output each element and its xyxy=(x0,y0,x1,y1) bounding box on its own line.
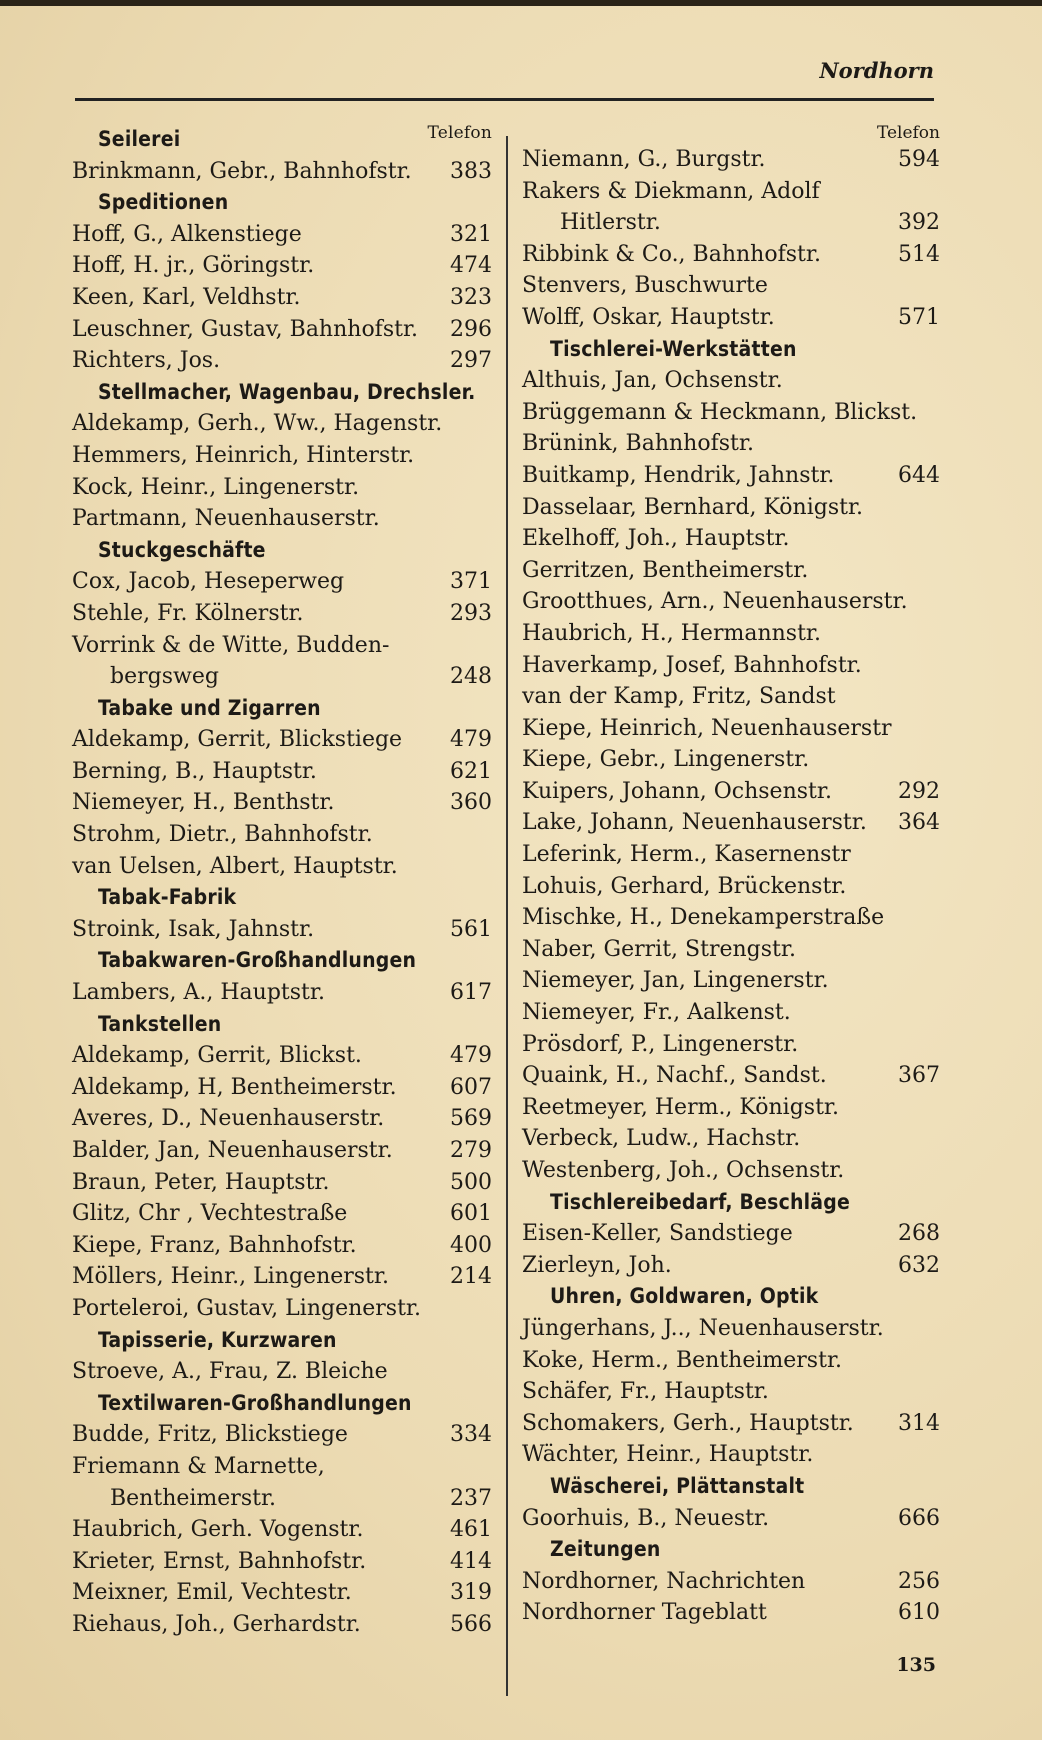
entry-name: Riehaus, Joh., Gerhardstr. xyxy=(72,1611,361,1637)
phone-number: 607 xyxy=(450,1074,492,1100)
directory-entry xyxy=(522,365,940,397)
entry-name: Möllers, Heinr., Lingenerstr. xyxy=(72,1264,389,1290)
section-title: Tabake und Zigarren xyxy=(98,695,321,720)
entry-name: Aldekamp, Gerh., Ww., Hagenstr. xyxy=(72,411,443,437)
phone-number: 314 xyxy=(898,1410,940,1436)
entry-name: Ekelhoff, Joh., Hauptstr. xyxy=(522,526,790,552)
phone-number: 569 xyxy=(450,1106,492,1132)
directory-entry xyxy=(522,144,940,176)
directory-entry xyxy=(522,1250,940,1282)
directory-entry xyxy=(72,156,492,188)
entry-name: Krieter, Ernst, Bahnhofstr. xyxy=(72,1548,367,1574)
entry-name: Aldekamp, H, Bentheimerstr. xyxy=(72,1074,397,1100)
directory-entry xyxy=(72,250,492,282)
entry-name: Wolff, Oskar, Hauptstr. xyxy=(522,304,775,330)
entry-name: Aldekamp, Gerrit, Blickst. xyxy=(72,1043,362,1069)
phone-number: 566 xyxy=(450,1611,492,1637)
entry-name: Buitkamp, Hendrik, Jahnstr. xyxy=(522,462,835,488)
directory-entry xyxy=(72,598,492,630)
entry-name: Partmann, Neuenhauserstr. xyxy=(72,506,380,532)
entry-name: Prösdorf, P., Lingenerstr. xyxy=(522,1031,799,1057)
phone-number: 268 xyxy=(898,1221,940,1247)
entry-name: Haverkamp, Josef, Bahnhofstr. xyxy=(522,652,862,678)
entry-name: Braun, Peter, Hauptstr. xyxy=(72,1169,330,1195)
directory-entry xyxy=(522,618,940,650)
directory-entry xyxy=(72,1040,492,1072)
entry-name: Niemeyer, Fr., Aalkenst. xyxy=(522,1000,791,1026)
phone-number: 237 xyxy=(450,1485,492,1511)
directory-entry xyxy=(72,1103,492,1135)
directory-entry xyxy=(522,302,940,334)
section-title: Tabakwaren-Großhandlungen xyxy=(98,948,417,973)
section-heading xyxy=(72,187,492,219)
entry-name: Glitz, Chr , Vechtestraße xyxy=(72,1201,348,1227)
directory-entry xyxy=(522,934,940,966)
phone-number: 279 xyxy=(450,1138,492,1163)
directory-entry xyxy=(72,1135,492,1167)
directory-entry xyxy=(72,408,492,440)
directory-entry xyxy=(522,965,940,997)
entry-name: Schomakers, Gerh., Hauptstr. xyxy=(522,1410,854,1436)
entry-name: Koke, Herm., Bentheimerstr. xyxy=(522,1347,843,1373)
entry-name: Gerritzen, Bentheimerstr. xyxy=(522,557,809,583)
directory-entry xyxy=(522,1597,940,1629)
entry-name: Brüggemann & Heckmann, Blickst. xyxy=(522,399,918,425)
directory-entry xyxy=(522,1155,940,1187)
phone-number: 364 xyxy=(898,810,940,836)
phone-number: 610 xyxy=(898,1600,940,1626)
directory-entry xyxy=(522,397,940,429)
directory-entry xyxy=(522,1503,940,1535)
phone-number: 392 xyxy=(898,210,940,236)
section-title: Tischlereibedarf, Beschläge xyxy=(550,1189,850,1214)
entry-name: Quaink, H., Nachf., Sandst. xyxy=(522,1063,827,1089)
directory-entry xyxy=(72,1356,492,1388)
directory-entry xyxy=(72,1546,492,1578)
directory-entry xyxy=(522,1123,940,1155)
directory-entry xyxy=(72,819,492,851)
section-heading xyxy=(72,535,492,567)
entry-name: Reetmeyer, Herm., Königstr. xyxy=(522,1094,840,1120)
phone-number: 666 xyxy=(898,1505,940,1531)
column-divider xyxy=(506,136,508,1696)
directory-entry xyxy=(522,270,940,302)
directory-entry xyxy=(72,1483,492,1515)
entry-name: Haubrich, H., Hermannstr. xyxy=(522,620,822,646)
phone-number: 360 xyxy=(450,790,492,816)
telefon-header: Telefon xyxy=(427,123,492,143)
phone-number: 371 xyxy=(450,569,492,595)
phone-number: 500 xyxy=(450,1169,492,1195)
directory-entry xyxy=(522,1566,940,1598)
directory-entry xyxy=(72,345,492,377)
section-heading xyxy=(72,1388,492,1420)
directory-page xyxy=(0,6,1042,1740)
directory-entry xyxy=(72,1419,492,1451)
phone-number: 561 xyxy=(450,916,492,942)
entry-name: Haubrich, Gerh. Vogenstr. xyxy=(72,1517,364,1543)
phone-number: 334 xyxy=(450,1422,492,1448)
section-heading xyxy=(522,1187,940,1219)
entry-name: Schäfer, Fr., Hauptstr. xyxy=(522,1379,769,1405)
directory-entry xyxy=(72,756,492,788)
entry-name: Hoff, H. jr., Göringstr. xyxy=(72,253,315,279)
section-title: Textilwaren-Großhandlungen xyxy=(98,1390,412,1415)
directory-entry xyxy=(522,1376,940,1408)
phone-number: 479 xyxy=(450,1043,492,1069)
entry-name: Lake, Johann, Neuenhauserstr. xyxy=(522,810,867,836)
directory-entry xyxy=(72,1230,492,1262)
entry-name: Richters, Jos. xyxy=(72,348,221,374)
running-title: Nordhorn xyxy=(819,58,934,83)
entry-name: Cox, Jacob, Heseperweg xyxy=(72,569,345,595)
section-heading xyxy=(72,945,492,977)
entry-name: Aldekamp, Gerrit, Blickstiege xyxy=(72,727,403,753)
phone-number: 571 xyxy=(898,304,940,330)
directory-entry xyxy=(72,724,492,756)
entry-name: Strohm, Dietr., Bahnhofstr. xyxy=(72,822,373,848)
phone-number: 461 xyxy=(450,1517,492,1543)
phone-number: 321 xyxy=(450,221,492,247)
phone-number: 400 xyxy=(450,1232,492,1258)
phone-number: 292 xyxy=(898,778,940,804)
phone-number: 214 xyxy=(450,1264,492,1290)
entry-name: Berning, B., Hauptstr. xyxy=(72,758,317,784)
directory-entry xyxy=(522,997,940,1029)
phone-number: 617 xyxy=(450,980,492,1006)
entry-name: Kiepe, Heinrich, Neuenhauserstr xyxy=(522,715,892,741)
directory-entry xyxy=(72,851,492,883)
phone-number: 474 xyxy=(450,253,492,279)
entry-name: Kiepe, Franz, Bahnhofstr. xyxy=(72,1232,357,1258)
entry-name: Westenberg, Joh., Ochsenstr. xyxy=(522,1158,845,1183)
entry-name: Rakers & Diekmann, Adolf xyxy=(522,178,820,204)
section-heading xyxy=(522,1534,940,1566)
directory-entry xyxy=(522,1218,940,1250)
directory-entry xyxy=(522,555,940,587)
entry-name: Stenvers, Buschwurte xyxy=(522,273,768,299)
phone-number: 297 xyxy=(450,348,492,374)
directory-entry xyxy=(72,1293,492,1325)
entry-name: Kock, Heinr., Lingenerstr. xyxy=(72,474,360,500)
section-title: Tabak-Fabrik xyxy=(98,885,237,910)
entry-name: Nordhorner Tageblatt xyxy=(522,1600,767,1626)
directory-entry xyxy=(72,282,492,314)
phone-number: 644 xyxy=(898,462,940,488)
entry-name: Stroeve, A., Frau, Z. Bleiche xyxy=(72,1359,388,1385)
entry-name: Wächter, Heinr., Hauptstr. xyxy=(522,1442,814,1468)
section-title: Uhren, Goldwaren, Optik xyxy=(550,1284,819,1309)
directory-entry xyxy=(522,239,940,271)
directory-entry xyxy=(72,1167,492,1199)
entry-name: Eisen-Keller, Sandstiege xyxy=(522,1221,793,1247)
directory-entry xyxy=(72,787,492,819)
directory-entry xyxy=(72,630,492,662)
directory-entry xyxy=(522,871,940,903)
section-title: Wäscherei, Plättanstalt xyxy=(550,1473,805,1498)
directory-entry xyxy=(72,1072,492,1104)
directory-entry xyxy=(72,219,492,251)
directory-entry xyxy=(522,1313,940,1345)
telefon-header: Telefon xyxy=(876,123,940,143)
entry-name: Friemann & Marnette, xyxy=(72,1453,325,1479)
directory-entry xyxy=(72,1577,492,1609)
entry-name: Stehle, Fr. Kölnerstr. xyxy=(72,600,304,626)
entry-name: Niemeyer, H., Benthstr. xyxy=(72,790,335,816)
phone-number: 632 xyxy=(898,1252,940,1278)
phone-number: 594 xyxy=(898,147,940,172)
entry-name: Keen, Karl, Veldhstr. xyxy=(72,284,301,310)
section-title: Stuckgeschäfte xyxy=(98,537,266,562)
directory-entry xyxy=(72,1609,492,1641)
directory-entry xyxy=(522,492,940,524)
section-title: Tapisserie, Kurzwaren xyxy=(98,1327,337,1352)
directory-entry xyxy=(522,207,940,239)
directory-entry xyxy=(522,176,940,208)
page-number: 135 xyxy=(896,1654,936,1676)
entry-name: Leuschner, Gustav, Bahnhofstr. xyxy=(72,316,419,342)
entry-name: Naber, Gerrit, Strengstr. xyxy=(522,936,796,962)
section-heading xyxy=(522,334,940,366)
entry-name: Brinkmann, Gebr., Bahnhofstr. xyxy=(72,158,412,184)
phone-number: 293 xyxy=(450,600,492,626)
entry-name: Zierleyn, Joh. xyxy=(522,1252,672,1278)
directory-entry xyxy=(522,428,940,460)
entry-name: Hoff, G., Alkenstiege xyxy=(72,221,302,247)
entry-name: Stroink, Isak, Jahnstr. xyxy=(72,916,315,942)
section-title: Tischlerei-Werkstätten xyxy=(550,336,797,361)
entry-name: Niemeyer, Jan, Lingenerstr. xyxy=(522,968,829,994)
entry-name: van Uelsen, Albert, Hauptstr. xyxy=(72,853,398,879)
directory-entry xyxy=(522,681,940,713)
phone-number: 367 xyxy=(898,1063,940,1089)
directory-entry xyxy=(72,1514,492,1546)
phone-number: 514 xyxy=(898,241,940,267)
entry-name: Lambers, A., Hauptstr. xyxy=(72,980,325,1006)
section-heading xyxy=(72,882,492,914)
entry-name: Bentheimerstr. xyxy=(110,1485,277,1511)
entry-name: Ribbink & Co., Bahnhofstr. xyxy=(522,241,821,267)
entry-name: Meixner, Emil, Vechtestr. xyxy=(72,1580,352,1606)
directory-entry xyxy=(72,314,492,346)
section-heading xyxy=(522,1281,940,1313)
section-heading xyxy=(72,377,492,409)
directory-entry xyxy=(522,1029,940,1061)
directory-entry xyxy=(522,1060,940,1092)
directory-entry xyxy=(72,977,492,1009)
phone-number: 323 xyxy=(450,284,492,310)
entry-name: Porteleroi, Gustav, Lingenerstr. xyxy=(72,1295,422,1321)
entry-name: Nordhorner, Nachrichten xyxy=(522,1568,806,1594)
entry-name: Jüngerhans, J.., Neuenhauserstr. xyxy=(522,1315,884,1341)
entry-name: Leferink, Herm., Kasernenstr xyxy=(522,842,851,868)
phone-number: 414 xyxy=(450,1548,492,1574)
phone-number: 601 xyxy=(450,1201,492,1227)
left-column xyxy=(72,124,492,1641)
phone-number: 256 xyxy=(898,1568,940,1594)
entry-name: Verbeck, Ludw., Hachstr. xyxy=(522,1126,801,1152)
section-title: Seilerei xyxy=(98,127,181,151)
section-heading xyxy=(522,1471,940,1503)
directory-entry xyxy=(72,1198,492,1230)
directory-entry xyxy=(522,839,940,871)
section-title: Tankstellen xyxy=(98,1011,222,1036)
entry-name: Dasselaar, Bernhard, Königstr. xyxy=(522,494,864,520)
header-rule xyxy=(75,98,934,101)
directory-entry xyxy=(72,661,492,693)
directory-entry xyxy=(72,472,492,504)
directory-entry xyxy=(522,460,940,492)
section-heading xyxy=(72,1325,492,1357)
directory-entry xyxy=(522,1439,940,1471)
section-heading xyxy=(72,124,492,156)
section-heading xyxy=(72,693,492,725)
directory-entry xyxy=(522,807,940,839)
entry-name: Kiepe, Gebr., Lingenerstr. xyxy=(522,747,810,773)
directory-entry xyxy=(522,586,940,618)
section-heading xyxy=(72,1009,492,1041)
directory-entry xyxy=(522,902,940,934)
entry-name: Grootthues, Arn., Neuenhauserstr. xyxy=(522,589,908,615)
phone-number: 383 xyxy=(450,158,492,184)
entry-name: Goorhuis, B., Neuestr. xyxy=(522,1505,770,1531)
phone-number: 319 xyxy=(450,1580,492,1606)
directory-entry xyxy=(72,503,492,535)
section-title: Stellmacher, Wagenbau, Drechsler. xyxy=(98,379,476,404)
entry-name: Mischke, H., Denekamperstraße xyxy=(522,905,885,931)
section-title: Zeitungen xyxy=(550,1537,661,1562)
right-column xyxy=(522,124,940,1629)
directory-entry xyxy=(72,566,492,598)
entry-name: Brünink, Bahnhofstr. xyxy=(522,431,754,457)
phone-number: 621 xyxy=(450,758,492,784)
entry-name: Budde, Fritz, Blickstiege xyxy=(72,1422,348,1448)
directory-entry xyxy=(72,440,492,472)
directory-entry xyxy=(72,1451,492,1483)
entry-name: van der Kamp, Fritz, Sandst xyxy=(522,684,836,710)
entry-name: Averes, D., Neuenhauserstr. xyxy=(72,1106,385,1132)
directory-entry xyxy=(522,1092,940,1124)
directory-entry xyxy=(522,776,940,808)
section-title: Speditionen xyxy=(98,190,229,215)
directory-entry xyxy=(522,650,940,682)
entry-name: Kuipers, Johann, Ochsenstr. xyxy=(522,778,832,804)
directory-entry xyxy=(522,1345,940,1377)
directory-entry xyxy=(522,713,940,745)
directory-entry xyxy=(522,744,940,776)
entry-name: Niemann, G., Burgstr. xyxy=(522,147,766,172)
entry-name: Vorrink & de Witte, Budden- xyxy=(72,632,390,658)
phone-number: 296 xyxy=(450,316,492,342)
phone-number: 248 xyxy=(450,664,492,690)
entry-name: Hemmers, Heinrich, Hinterstr. xyxy=(72,442,415,468)
entry-name: Hitlerstr. xyxy=(560,210,661,236)
phone-number: 479 xyxy=(450,727,492,753)
directory-entry xyxy=(72,914,492,946)
directory-entry xyxy=(522,523,940,555)
entry-name: Lohuis, Gerhard, Brückenstr. xyxy=(522,873,847,899)
entry-name: Balder, Jan, Neuenhauserstr. xyxy=(72,1138,393,1163)
directory-entry xyxy=(72,1261,492,1293)
entry-name: Althuis, Jan, Ochsenstr. xyxy=(522,368,783,394)
entry-name: bergsweg xyxy=(110,664,219,690)
directory-entry xyxy=(522,1408,940,1440)
